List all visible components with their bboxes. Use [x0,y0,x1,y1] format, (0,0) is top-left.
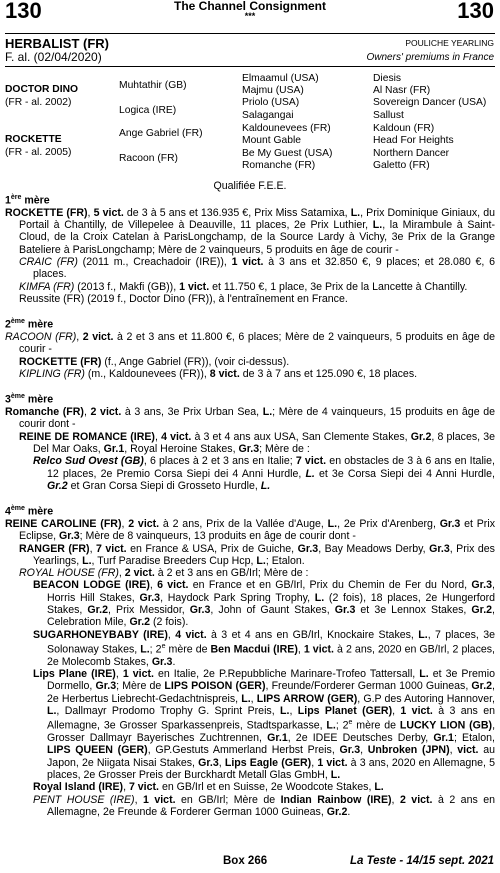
gen3-ancestor: Elmaamul (USA) [242,73,319,84]
catalogue-footer [0,855,500,871]
produce-paragraph: ROYAL HOUSE (FR), 2 vict. à 2 et 3 ans en GB/Irl; Mère de : [19,567,309,580]
pedigree-table [0,70,500,174]
gen3-ancestor: Romanche (FR) [242,160,316,171]
section-first-dam: 1ère mère [5,194,50,207]
produce-paragraph: Royal Island (IRE), 7 vict. en GB/Irl et en Suisse, 2e Woodcote Stakes, L. [33,781,384,794]
produce-paragraph: PENT HOUSE (IRE), 1 vict. en GB/Irl; Mère de Indian Rainbow (IRE), 2 vict. à 2 ans en Allemagne, 2e Freunde & Forderer German 1000 Guineas, Gr.2. [33,793,496,818]
gen2-dam-dam: Racoon (FR) [119,153,178,164]
gen4-ancestor: Northern Dancer [373,148,450,159]
sale-place-date: La Teste - 14/15 sept. 2021 [349,855,494,867]
dam-paragraph: REINE CAROLINE (FR), 2 vict. à 2 ans, Prix de la Vallée d'Auge, L., 2e Prix d'Arenberg, Gr.3 et Prix Eclipse, Gr.3; Mère de 8 vainqueurs, 13 produits en âge de courir dont - [5,517,495,543]
section-fourth-dam: 4ème mère [5,505,54,518]
produce-paragraph: SUGARHONEYBABY (IRE), 4 vict. à 3 et 4 ans en GB/Irl, Knockaire Stakes, L., 7 places, 3e Solonaway Stakes, L.; 2e mère de Ben Macdui (IRE), 1 vict. à 2 ans, 2020 en GB/Irl, 2 places, 2e Molecomb Stakes, Gr.3. [33,628,496,668]
header-rule [5,33,495,34]
gen4-ancestor: Diesis [373,73,402,84]
gen2-sire-dam: Logica (IRE) [119,105,177,116]
dam-paragraph: RACOON (FR), 2 vict. à 2 et 3 ans et 11.800 €, 6 places; Mère de 2 vainqueurs, 5 produits en âge de courir - [5,331,495,356]
owners-premiums: Owners' premiums in France [366,52,494,63]
gen2-sire-sire: Muhtathir (GB) [119,80,187,91]
dam-paragraph: Romanche (FR), 2 vict. à 3 ans, 3e Prix Urban Sea, L.; Mère de 4 vainqueurs, 15 produits en âge de courir dont - [5,406,496,431]
family-notes [5,192,495,818]
dam-info: (FR - al. 2005) [5,147,72,158]
produce-paragraph: ROCKETTE (FR) (f., Ange Gabriel (FR)), (voir ci-dessus). [19,355,290,368]
gen3-ancestor: Majmu (USA) [242,85,304,96]
sire-name: DOCTOR DINO [5,84,79,95]
produce-paragraph: KIPLING (FR) (m., Kaldounevees (FR)), 8 vict. de 3 à 7 ans et 125.090 €, 18 places. [19,367,418,380]
horse-name: HERBALIST (FR) [5,36,109,51]
dam-paragraph: ROCKETTE (FR), 5 vict. de 3 à 5 ans et 136.935 €, Prix Miss Satamixa, L., Prix Dominique Giniaux, du Portail à Chantilly, de Villepelee à Deauville, 11 places, 2e Prix Luthier, L., la Mirambule à Saint-Cloud, de la Croix Catelan à ParisLongchamp, de la Source Lardy à Vichy, 3e Prix de la Grange Bateliere à ParisLongchamp; Mère de 2 vainqueurs, 5 produits en âge de courir - [5,206,495,256]
section-third-dam: 3ème mère [5,393,54,406]
gen4-ancestor: Head For Heights [373,135,454,146]
gen3-ancestor: Salagangai [242,110,294,121]
section-second-dam: 2ème mère [5,318,54,331]
gen4-ancestor: Al Nasr (FR) [373,85,431,96]
gen3-ancestor: Priolo (USA) [242,97,300,108]
lot-number-right: 130 [457,0,494,23]
consignor-name: The Channel Consignment [173,0,326,13]
horse-category: POULICHE YEARLING [405,38,494,48]
pedigree-rule [5,66,495,67]
gen4-ancestor: Sallust [373,110,404,121]
gen4-ancestor: Kaldoun (FR) [373,123,435,134]
gen3-ancestor: Be My Guest (USA) [242,148,333,159]
gen3-ancestor: Kaldounevees (FR) [242,123,331,134]
dam-name: ROCKETTE [5,134,62,145]
produce-paragraph: RANGER (FR), 7 vict. en France & USA, Prix de Guiche, Gr.3, Bay Meadows Derby, Gr.3, Prix des Yearlings, L., Turf Paradise Breeders Cup Hcp, L.; Etalon. [19,542,495,567]
produce-paragraph: Lips Plane (IRE), 1 vict. en Italie, 2e P.Repubbliche Marinare-Trofeo Tattersall, L. et 3e Premio Dormello, Gr.3; Mère de LIPS POISON (GER), Freunde/Forderer German 1000 Guineas, Gr.2, 2e Herbertus Liebrecht-Gedachtnispreis, L., LIPS ARROW (GER), G.P des Autoring Hannover, L., Dallmayr Prodomo Trophy G. Sprint Preis, L., Lips Planet (GER), 1 vict. à 3 ans en Allemagne, 3e Grosser Sparkassenpreis, Stadtsparkasse, L.; 2e mère de LUCKY LION (GB), Grosser Dallmayr Bayerisches Zuchtrennen, Gr.1, 2e IDEE Deutsches Derby, Gr.1; Etalon, LIPS QUEEN (GER), GP.Gestuts Ammerland Herbst Preis, Gr.3, Unbroken (JPN), vict. au Japon, 2e Niigata Nisai Stakes, Gr.3, Lips Eagle (GER), 1 vict. à 3 ans, 2020 en Allemagne, 5 places, 2e Grosser Preis der Burckhardt Metall Glas GmbH, L. [33,668,496,781]
produce-paragraph: REINE DE ROMANCE (IRE), 4 vict. à 3 et 4 ans aux USA, San Clemente Stakes, Gr.2, 8 places, 3e Del Mar Oaks, Gr.1, Royal Heroine Stakes, Gr.3; Mère de : [19,430,495,455]
lot-number-left: 130 [5,0,42,23]
qualification: Qualifiée F.E.E. [213,180,287,192]
box-number: Box 266 [223,855,268,867]
gen4-ancestor: Galetto (FR) [373,160,430,171]
produce-paragraph: Reussite (FR) (2019 f., Doctor Dino (FR)), à l'entraînement en France. [19,292,348,305]
produce-paragraph: KIMFA (FR) (2013 f., Makfi (GB)), 1 vict. et 11.750 €, 1 place, 3e Prix de la Lancette à Chantilly. [19,280,468,293]
horse-sex-date: F. al. (02/04/2020) [5,50,102,64]
gen3-ancestor: Mount Gable [242,135,301,146]
produce-paragraph: BEACON LODGE (IRE), 6 vict. en France et en GB/Irl, Prix du Chemin de Fer du Nord, Gr.3, Horris Hill Stakes, Gr.3, Haydock Park Spring Trophy, L. (2 fois), 18 places, 2e Hungerford Stakes, Gr.2, Prix Messidor, Gr.3, John of Gaunt Stakes, Gr.3 et 3e Lennox Stakes, Gr.2, Celebration Mile, Gr.2 (2 fois). [33,579,496,629]
sire-info: (FR - al. 2002) [5,97,72,108]
produce-paragraph: CRAIC (FR) (2011 m., Creachadoir (IRE)), 1 vict. à 3 ans et 32.850 €, 9 places; et 28.080 €, 6 places. [19,256,495,281]
consignor-stars: *** [244,11,256,21]
gen2-dam-sire: Ange Gabriel (FR) [119,128,203,139]
gen4-ancestor: Sovereign Dancer (USA) [373,97,487,108]
produce-paragraph: Relco Sud Ovest (GB), 6 places à 2 et 3 ans en Italie; 7 vict. en obstacles de 3 à 6 ans en Italie, 12 places, 2e Premio Corsa Siepi dei 4 Anni Hurdle, L. et 3e Corsa Siepi dei 4 Anni Hurdle, Gr.2 et Gran Corsa Siepi di Grosseto Hurdle, L. [33,455,495,492]
